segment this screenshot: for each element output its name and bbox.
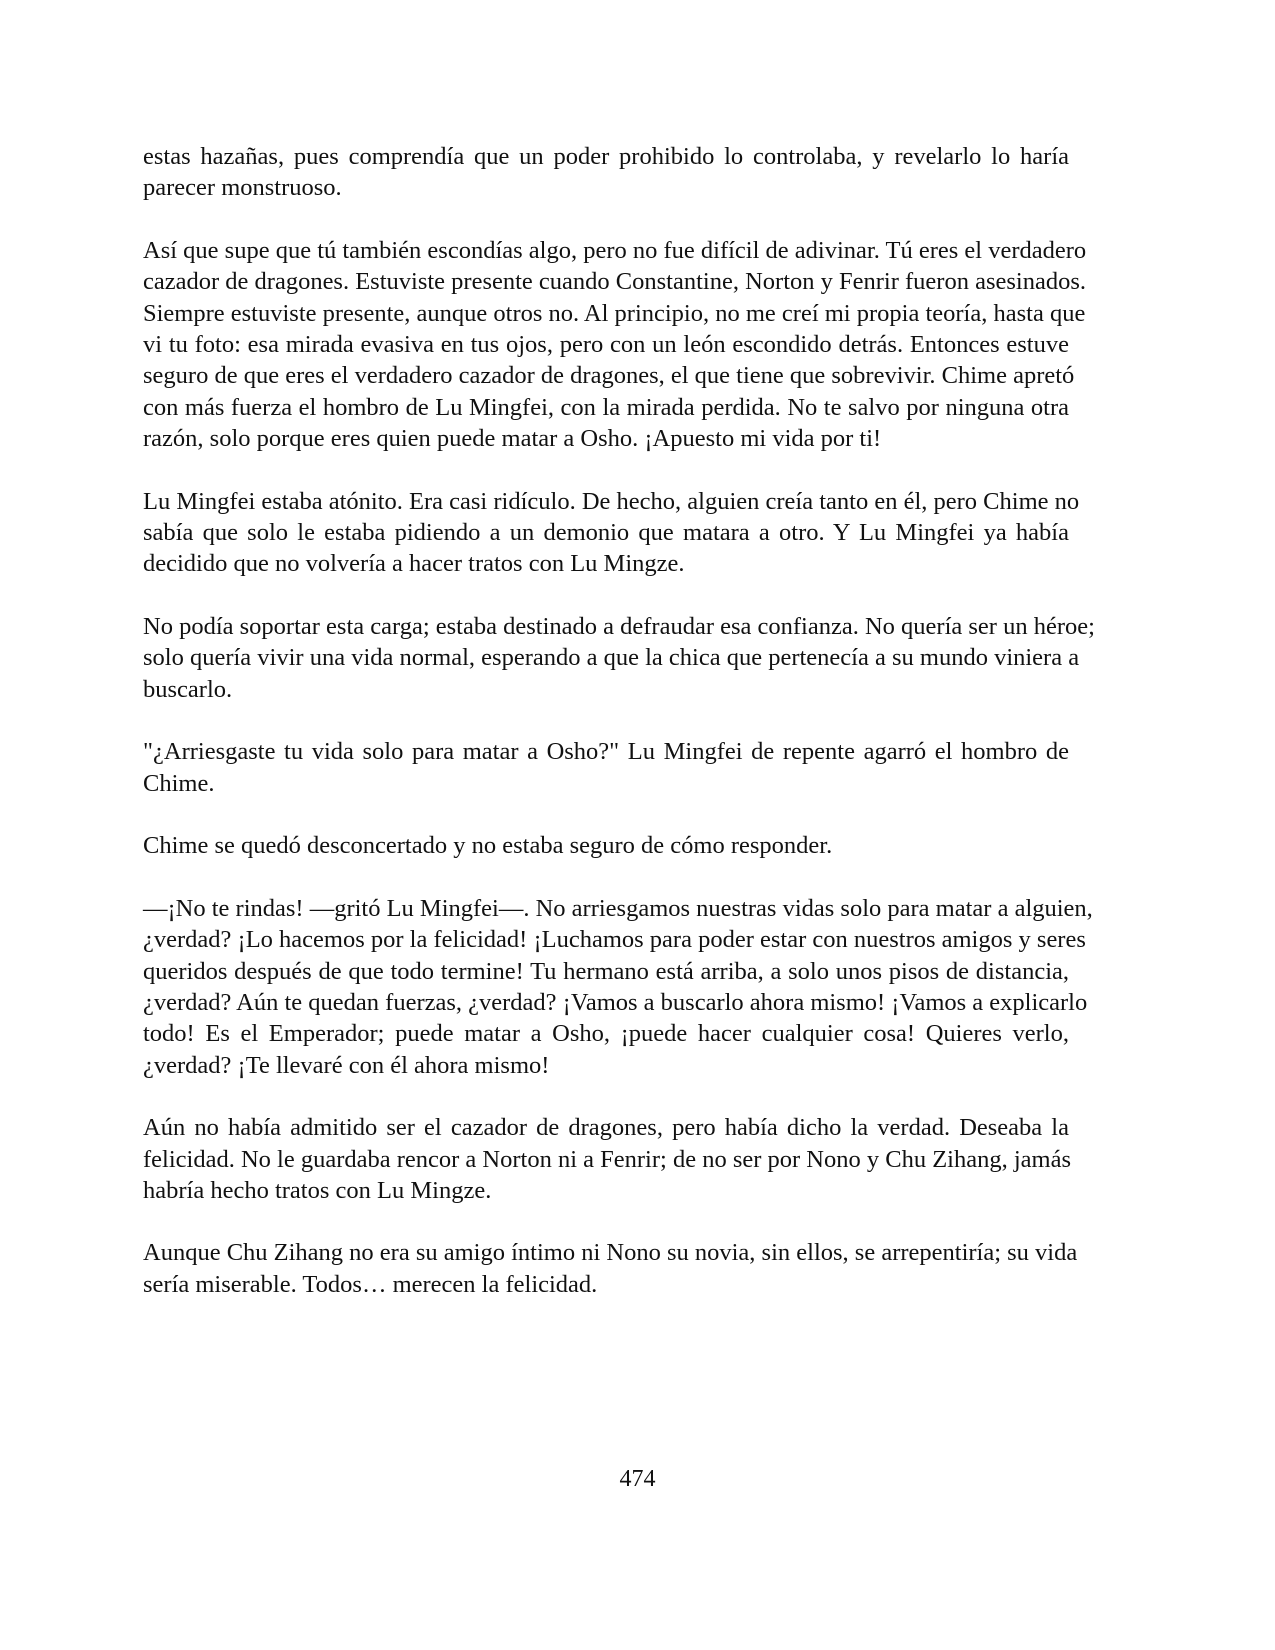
text-line: ¿verdad? Aún te quedan fuerzas, ¿verdad? ¡Vamos a buscarlo ahora mismo! ¡Vamos a explicarlo xyxy=(143,988,1088,1016)
paragraph xyxy=(143,1112,1069,1206)
text-line: todo! Es el Emperador; puede matar a Osho, ¡puede hacer cualquier cosa! Quieres verlo, xyxy=(143,1020,1069,1048)
text-line: sabía que solo le estaba pidiendo a un demonio que matara a otro. Y Lu Mingfei ya había xyxy=(143,518,1069,546)
text-line: ¿verdad? ¡Lo hacemos por la felicidad! ¡Luchamos para poder estar con nuestros amigos y seres xyxy=(143,926,1086,954)
text-line: Chime se quedó desconcertado y no estaba seguro de cómo responder. xyxy=(143,832,833,860)
paragraph xyxy=(143,486,1080,580)
text-line: decidido que no volvería a hacer tratos con Lu Mingze. xyxy=(143,550,685,578)
text-line: solo quería vivir una vida normal, esperando a que la chica que pertenecía a su mundo viniera a xyxy=(143,644,1080,672)
text-line: parecer monstruoso. xyxy=(143,174,342,202)
text-line: Lu Mingfei estaba atónito. Era casi ridículo. De hecho, alguien creía tanto en él, pero Chime no xyxy=(143,487,1080,515)
text-line: estas hazañas, pues comprendía que un poder prohibido lo controlaba, y revelarlo lo haría xyxy=(143,143,1069,170)
text-line: cazador de dragones. Estuviste presente cuando Constantine, Norton y Fenrir fueron asesinados. xyxy=(143,268,1086,296)
body-text xyxy=(143,141,1095,1331)
text-line: sería miserable. Todos… merecen la felicidad. xyxy=(143,1270,598,1298)
text-line: Chime. xyxy=(143,769,215,797)
text-line: razón, solo porque eres quien puede matar a Osho. ¡Apuesto mi vida por ti! xyxy=(143,424,882,452)
page-number: 474 xyxy=(619,1466,656,1492)
text-line: —¡No te rindas! —gritó Lu Mingfei—. No arriesgamos nuestras vidas solo para matar a alguien, xyxy=(143,894,1093,922)
text-line: habría hecho tratos con Lu Mingze. xyxy=(143,1176,492,1204)
text-line: ¿verdad? ¡Te llevaré con él ahora mismo! xyxy=(143,1051,550,1079)
text-line: vi tu foto: esa mirada evasiva en tus ojos, pero con un león escondido detrás. Entonces estuve xyxy=(143,330,1069,358)
text-line: Así que supe que tú también escondías algo, pero no fue difícil de adivinar. Tú eres el verdadero xyxy=(143,236,1087,264)
text-line: buscarlo. xyxy=(143,675,233,703)
paragraph xyxy=(143,611,1095,705)
text-line: Aunque Chu Zihang no era su amigo íntimo ni Nono su novia, sin ellos, se arrepentiría; su vida xyxy=(143,1239,1078,1267)
text-line: "¿Arriesgaste tu vida solo para matar a Osho?" Lu Mingfei de repente agarró el hombro de xyxy=(143,738,1069,766)
text-line: queridos después de que todo termine! Tu hermano está arriba, a solo unos pisos de distancia, xyxy=(143,957,1069,985)
paragraph xyxy=(143,736,1069,799)
text-line: Siempre estuviste presente, aunque otros no. Al principio, no me creí mi propia teoría, hasta que xyxy=(143,299,1086,327)
text-line: con más fuerza el hombro de Lu Mingfei, con la mirada perdida. No te salvo por ninguna otra xyxy=(143,393,1069,421)
paragraph xyxy=(143,1237,1078,1300)
paragraph xyxy=(143,235,1087,454)
text-line: No podía soportar esta carga; estaba destinado a defraudar esa confianza. No quería ser un héroe; xyxy=(143,612,1095,640)
paragraph xyxy=(143,893,1093,1081)
paragraph xyxy=(143,141,1069,204)
paragraph xyxy=(143,830,1069,861)
text-line: Aún no había admitido ser el cazador de dragones, pero había dicho la verdad. Deseaba la xyxy=(143,1114,1069,1142)
text-line: seguro de que eres el verdadero cazador de dragones, el que tiene que sobrevivir. Chime apretó xyxy=(143,362,1075,390)
text-line: felicidad. No le guardaba rencor a Norton ni a Fenrir; de no ser por Nono y Chu Zihang, jamás xyxy=(143,1145,1071,1173)
